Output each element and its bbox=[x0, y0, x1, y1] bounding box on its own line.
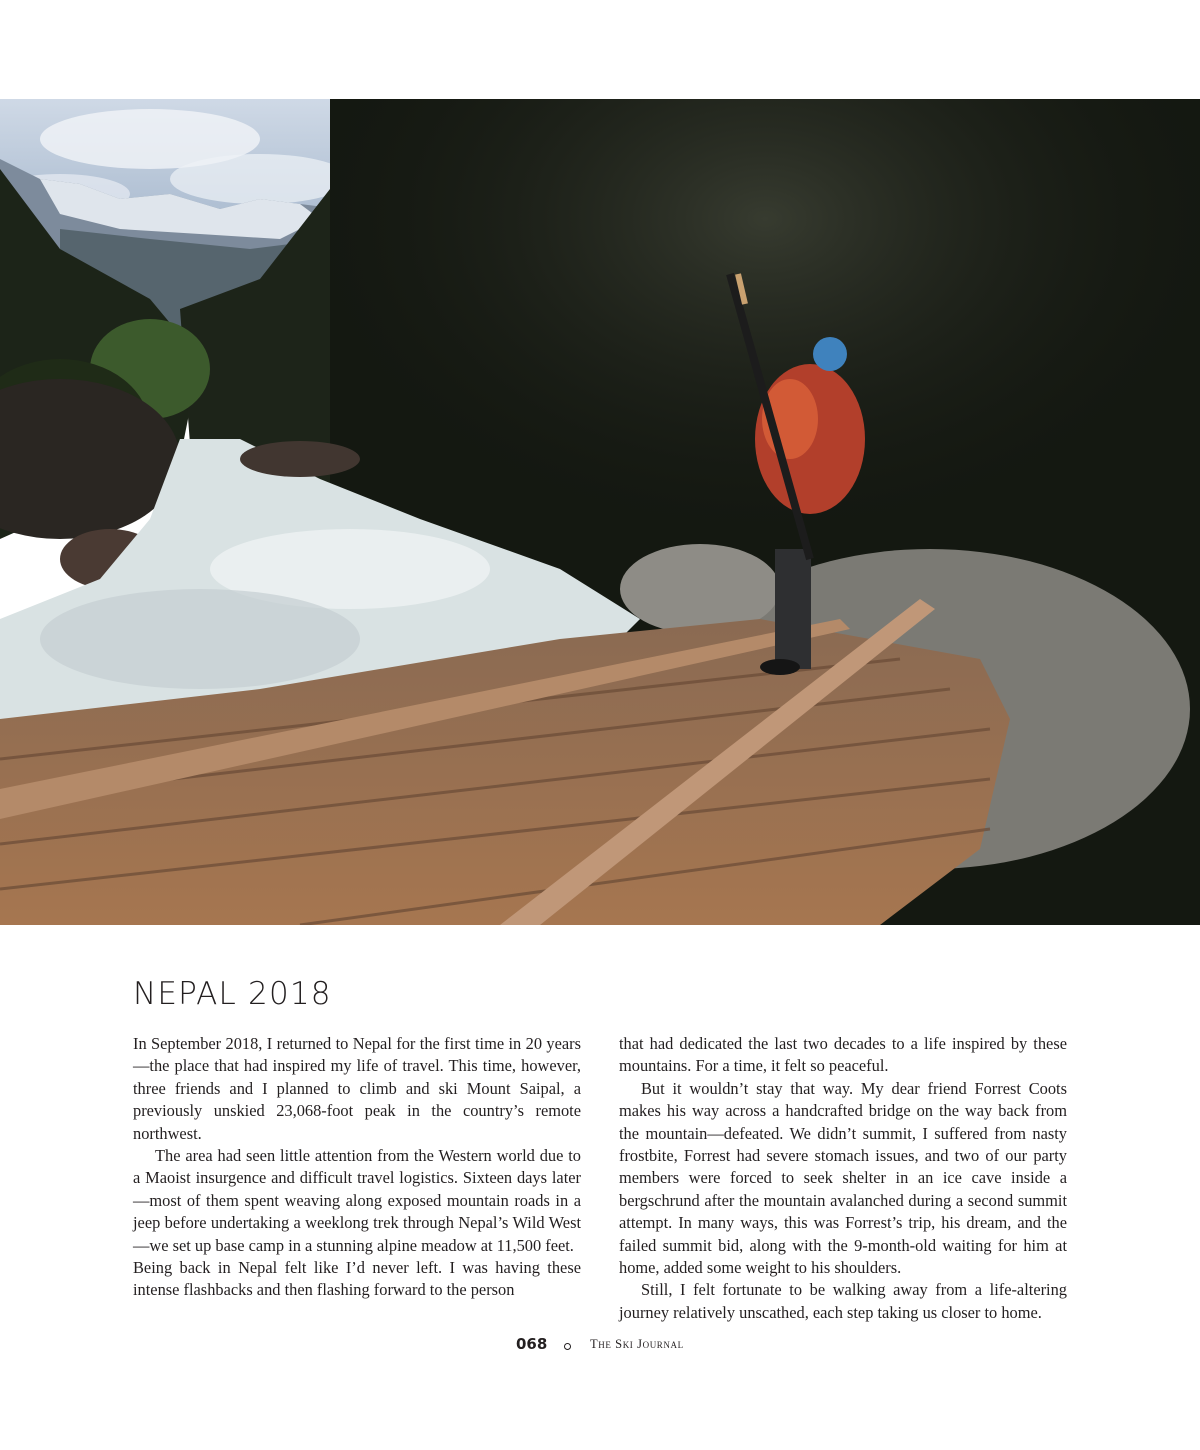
paragraph: But it wouldn’t stay that way. My dear friend Forrest Coots makes his way across a handcrafted bridge on the way back from the mountain—defeated. We didn’t summit, I suffered from nasty frostbite, Forrest had severe stomach issues, and two of our party members were forced to seek shelter in an ice cave inside a bergschrund after the mountain avalanched during a second summit attempt. In many ways, this was Forrest’s trip, his dream, and the failed summit bid, along with the 9-month-old waiting for him at home, added some weight to his shoulders. bbox=[619, 1078, 1067, 1278]
photo-nepal-bridge bbox=[0, 99, 1200, 925]
article-heading: NEPAL 2018 bbox=[133, 976, 332, 1012]
page-footer bbox=[0, 1334, 1200, 1358]
paragraph: Being back in Nepal felt like I’d never left. I was having these intense flashbacks and then flashing forward to the person bbox=[133, 1258, 581, 1300]
paragraph: In September 2018, I returned to Nepal for the first time in 20 years—the place that had inspired my life of travel. This time, however, three friends and I planned to climb and ski Mount Saipal, a previously unskied 23,068-foot peak in the country’s remote northwest. bbox=[133, 1034, 581, 1143]
paragraph: The area had seen little attention from the Western world due to a Maoist insurgence and difficult travel logistics. Sixteen days later—most of them spent weaving along exposed mountain roads in a jeep before undertaking a weeklong trek through Nepal’s Wild West—we set up base camp in a stunning alpine meadow at 11,500 feet. bbox=[133, 1146, 581, 1255]
paragraph: Still, I felt fortunate to be walking away from a life-altering journey relatively unscathed, each step taking us closer to home. bbox=[619, 1280, 1067, 1322]
article-column-left bbox=[133, 1033, 581, 1302]
article-column-right bbox=[619, 1033, 1067, 1324]
paragraph: that had dedicated the last two decades to a life inspired by these mountains. For a time, it felt so peaceful. bbox=[619, 1034, 1067, 1076]
page-number: 068 bbox=[516, 1335, 548, 1353]
publication-name: The Ski Journal bbox=[590, 1337, 684, 1351]
circle-bullet-icon bbox=[564, 1343, 571, 1350]
